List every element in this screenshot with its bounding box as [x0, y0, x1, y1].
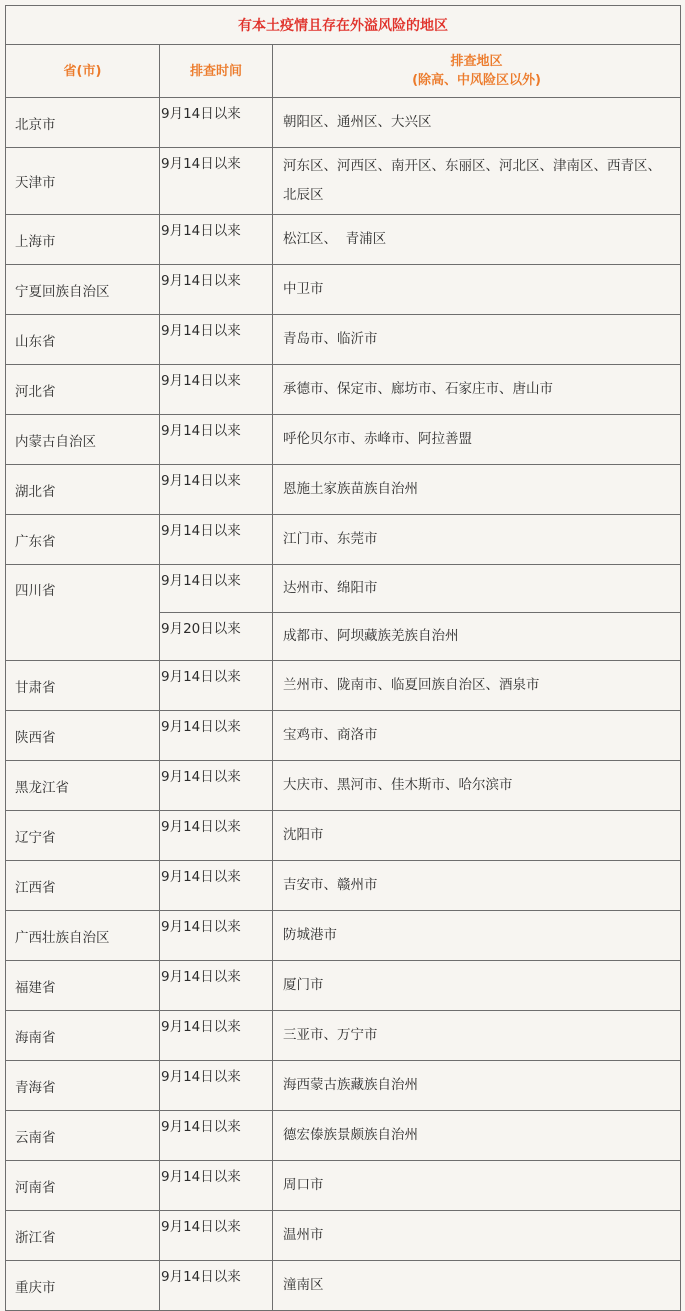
table-row [6, 148, 681, 215]
table-row [6, 661, 681, 711]
province-cell: 北京市 [6, 98, 160, 148]
areas-cell: 温州市 [273, 1211, 681, 1261]
province-cell: 重庆市 [6, 1261, 160, 1311]
time-cell: 9月14日以来 [160, 711, 273, 761]
areas-cell: 潼南区 [273, 1261, 681, 1311]
areas-cell: 吉安市、赣州市 [273, 861, 681, 911]
header-areas-line2: (除高、中风险区以外) [412, 73, 541, 88]
province-cell: 辽宁省 [6, 811, 160, 861]
header-areas-line1: 排查地区 [450, 54, 503, 69]
time-cell: 9月20日以来 [160, 613, 273, 661]
table-row [6, 911, 681, 961]
time-cell: 9月14日以来 [160, 1161, 273, 1211]
areas-cell: 河东区、河西区、南开区、东丽区、河北区、津南区、西青区、北辰区 [273, 148, 681, 215]
table-row [6, 1011, 681, 1061]
province-cell: 广东省 [6, 515, 160, 565]
table-row [6, 1211, 681, 1261]
province-cell: 甘肃省 [6, 661, 160, 711]
table-row [6, 465, 681, 515]
table-row [6, 265, 681, 315]
time-cell: 9月14日以来 [160, 811, 273, 861]
province-cell: 四川省 [6, 565, 160, 661]
province-cell: 河南省 [6, 1161, 160, 1211]
table-row [6, 98, 681, 148]
time-cell: 9月14日以来 [160, 861, 273, 911]
areas-cell: 大庆市、黑河市、佳木斯市、哈尔滨市 [273, 761, 681, 811]
time-cell: 9月14日以来 [160, 515, 273, 565]
areas-cell: 德宏傣族景颇族自治州 [273, 1111, 681, 1161]
table-row [6, 761, 681, 811]
time-cell: 9月14日以来 [160, 265, 273, 315]
province-cell: 云南省 [6, 1111, 160, 1161]
time-cell: 9月14日以来 [160, 1061, 273, 1111]
table-row [6, 711, 681, 761]
province-cell: 内蒙古自治区 [6, 415, 160, 465]
areas-cell: 达州市、绵阳市 [273, 565, 681, 613]
areas-cell: 恩施土家族苗族自治州 [273, 465, 681, 515]
table-row [6, 1261, 681, 1311]
header-time: 排查时间 [160, 45, 273, 98]
table-row [6, 515, 681, 565]
areas-cell: 江门市、东莞市 [273, 515, 681, 565]
time-cell: 9月14日以来 [160, 1111, 273, 1161]
time-cell: 9月14日以来 [160, 911, 273, 961]
province-cell: 海南省 [6, 1011, 160, 1061]
table-row [6, 365, 681, 415]
province-cell: 福建省 [6, 961, 160, 1011]
areas-cell: 防城港市 [273, 911, 681, 961]
time-cell: 9月14日以来 [160, 761, 273, 811]
areas-cell: 呼伦贝尔市、赤峰市、阿拉善盟 [273, 415, 681, 465]
areas-cell: 厦门市 [273, 961, 681, 1011]
time-cell: 9月14日以来 [160, 315, 273, 365]
header-areas [273, 45, 681, 98]
table-row [6, 1161, 681, 1211]
province-cell: 河北省 [6, 365, 160, 415]
time-cell: 9月14日以来 [160, 1211, 273, 1261]
time-cell: 9月14日以来 [160, 661, 273, 711]
risk-area-table [5, 5, 681, 1311]
risk-area-table-container [5, 5, 680, 1311]
province-cell: 天津市 [6, 148, 160, 215]
time-cell: 9月14日以来 [160, 415, 273, 465]
table-row [6, 565, 681, 613]
table-row [6, 415, 681, 465]
areas-cell: 松江区、 青浦区 [273, 215, 681, 265]
header-province: 省(市) [6, 45, 160, 98]
table-row [6, 811, 681, 861]
province-cell: 山东省 [6, 315, 160, 365]
table-row [6, 215, 681, 265]
time-cell: 9月14日以来 [160, 148, 273, 215]
table-row [6, 1111, 681, 1161]
time-cell: 9月14日以来 [160, 1261, 273, 1311]
province-cell: 宁夏回族自治区 [6, 265, 160, 315]
areas-cell: 沈阳市 [273, 811, 681, 861]
areas-cell: 周口市 [273, 1161, 681, 1211]
time-cell: 9月14日以来 [160, 215, 273, 265]
province-cell: 浙江省 [6, 1211, 160, 1261]
time-cell: 9月14日以来 [160, 1011, 273, 1061]
areas-cell: 青岛市、临沂市 [273, 315, 681, 365]
time-cell: 9月14日以来 [160, 465, 273, 515]
province-cell: 广西壮族自治区 [6, 911, 160, 961]
time-cell: 9月14日以来 [160, 98, 273, 148]
table-row [6, 315, 681, 365]
areas-cell: 承德市、保定市、廊坊市、石家庄市、唐山市 [273, 365, 681, 415]
table-body [6, 98, 681, 1311]
table-row [6, 861, 681, 911]
areas-cell: 海西蒙古族藏族自治州 [273, 1061, 681, 1111]
time-cell: 9月14日以来 [160, 365, 273, 415]
province-cell: 上海市 [6, 215, 160, 265]
province-cell: 青海省 [6, 1061, 160, 1111]
table-title: 有本土疫情且存在外溢风险的地区 [6, 6, 681, 45]
areas-cell: 朝阳区、通州区、大兴区 [273, 98, 681, 148]
province-cell: 黑龙江省 [6, 761, 160, 811]
table-row [6, 1061, 681, 1111]
areas-cell: 兰州市、陇南市、临夏回族自治区、酒泉市 [273, 661, 681, 711]
areas-cell: 宝鸡市、商洛市 [273, 711, 681, 761]
time-cell: 9月14日以来 [160, 565, 273, 613]
table-row [6, 961, 681, 1011]
province-cell: 江西省 [6, 861, 160, 911]
areas-cell: 三亚市、万宁市 [273, 1011, 681, 1061]
areas-cell: 中卫市 [273, 265, 681, 315]
province-cell: 湖北省 [6, 465, 160, 515]
time-cell: 9月14日以来 [160, 961, 273, 1011]
areas-cell: 成都市、阿坝藏族羌族自治州 [273, 613, 681, 661]
province-cell: 陕西省 [6, 711, 160, 761]
